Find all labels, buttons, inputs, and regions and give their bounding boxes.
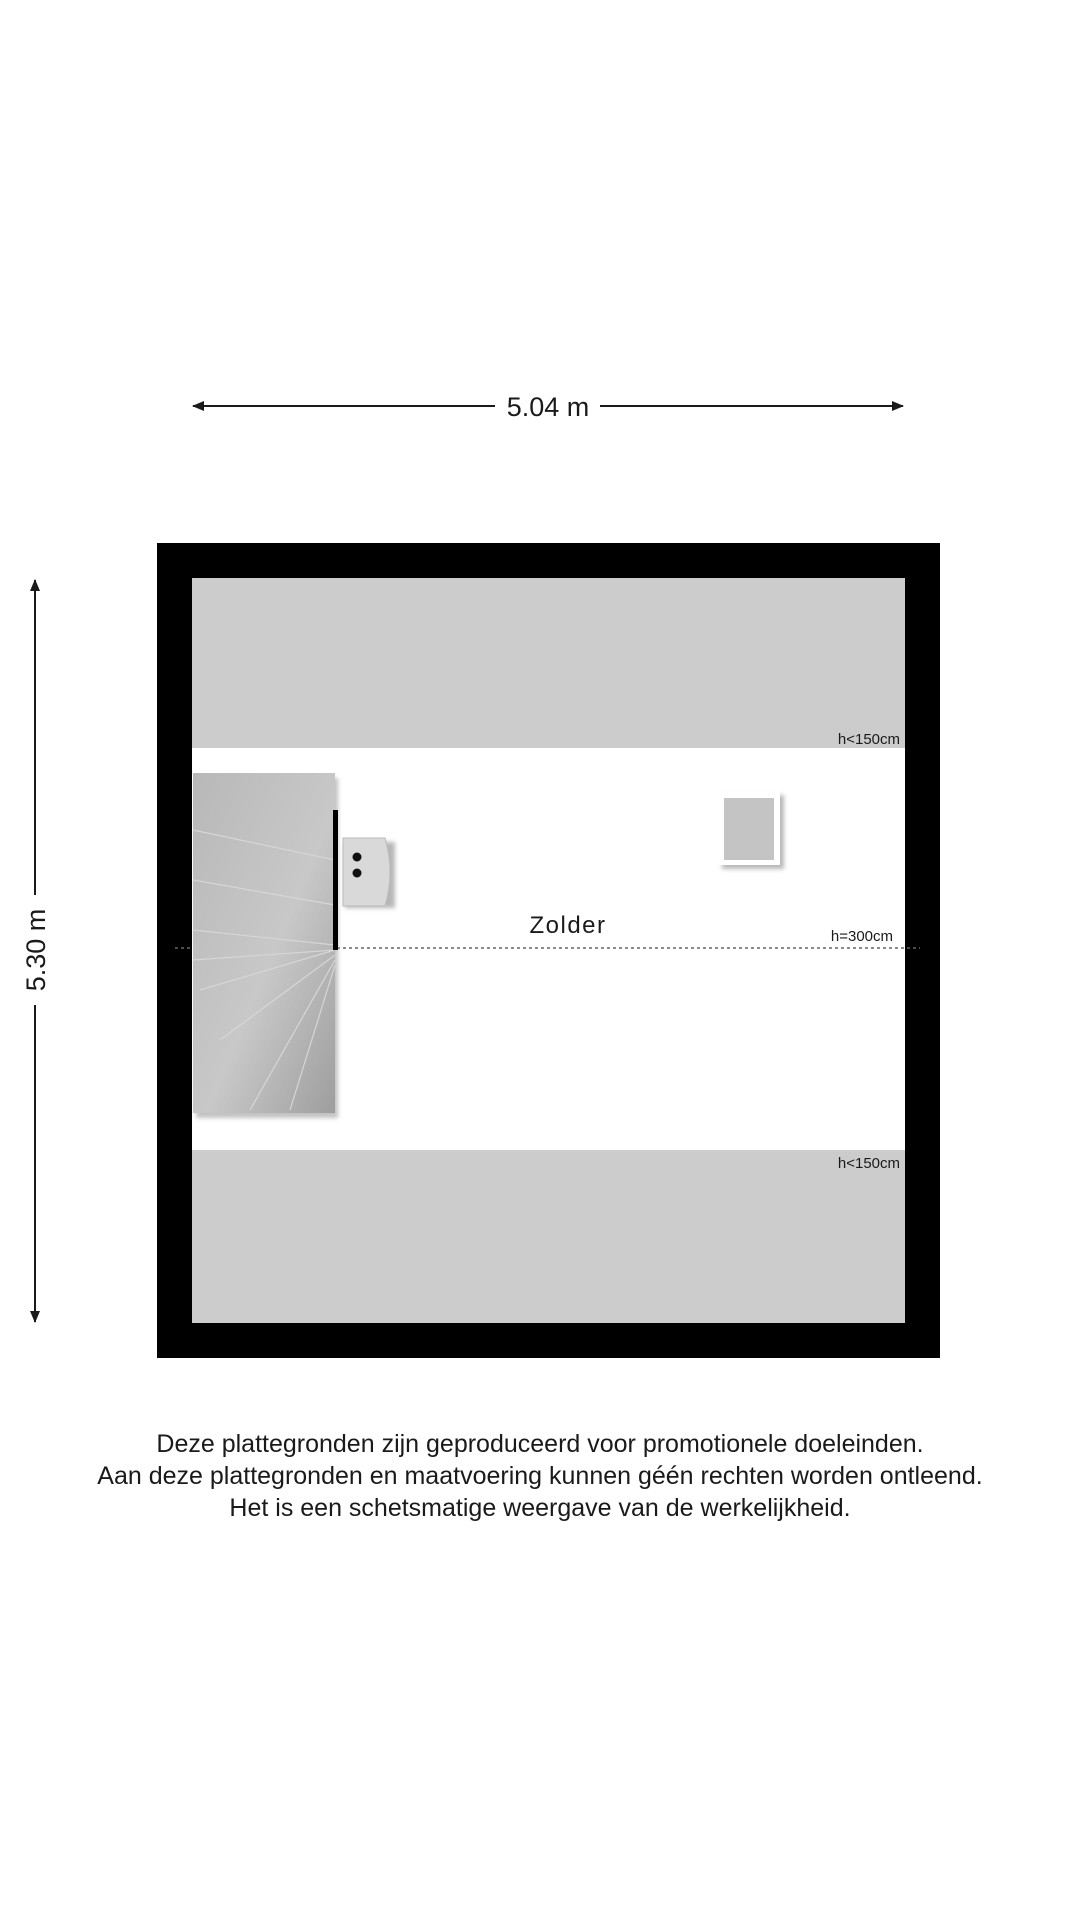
fixture-dot-bottom <box>353 869 362 878</box>
height-note-bottom: h<150cm <box>837 1155 900 1172</box>
width-dimension <box>193 392 903 422</box>
room-label: Zolder <box>529 912 607 939</box>
stair-rail <box>333 810 338 950</box>
height-note-ridge: h=300cm <box>830 928 893 945</box>
height-note-top: h<150cm <box>837 731 900 748</box>
disclaimer-line-1: Deze plattegronden zijn geproduceerd voor promotionele doeleinden. <box>156 1430 924 1458</box>
skylight-pane <box>724 798 774 860</box>
staircase <box>193 773 338 1118</box>
height-dimension <box>21 580 51 1322</box>
disclaimer <box>0 1428 1080 1524</box>
disclaimer-line-2: Aan deze plattegronden en maatvoering kunnen géén rechten worden ontleend. <box>97 1462 983 1490</box>
utility-fixture <box>343 838 395 908</box>
skylight <box>718 791 784 869</box>
disclaimer-line-3: Het is een schetsmatige weergave van de werkelijkheid. <box>229 1494 851 1522</box>
width-label: 5.04 m <box>506 392 590 422</box>
height-label: 5.30 m <box>21 908 51 992</box>
low-zone-bottom <box>192 1150 905 1323</box>
fixture-dot-top <box>353 853 362 862</box>
low-zone-top <box>192 578 905 748</box>
fixture-body <box>343 838 390 906</box>
